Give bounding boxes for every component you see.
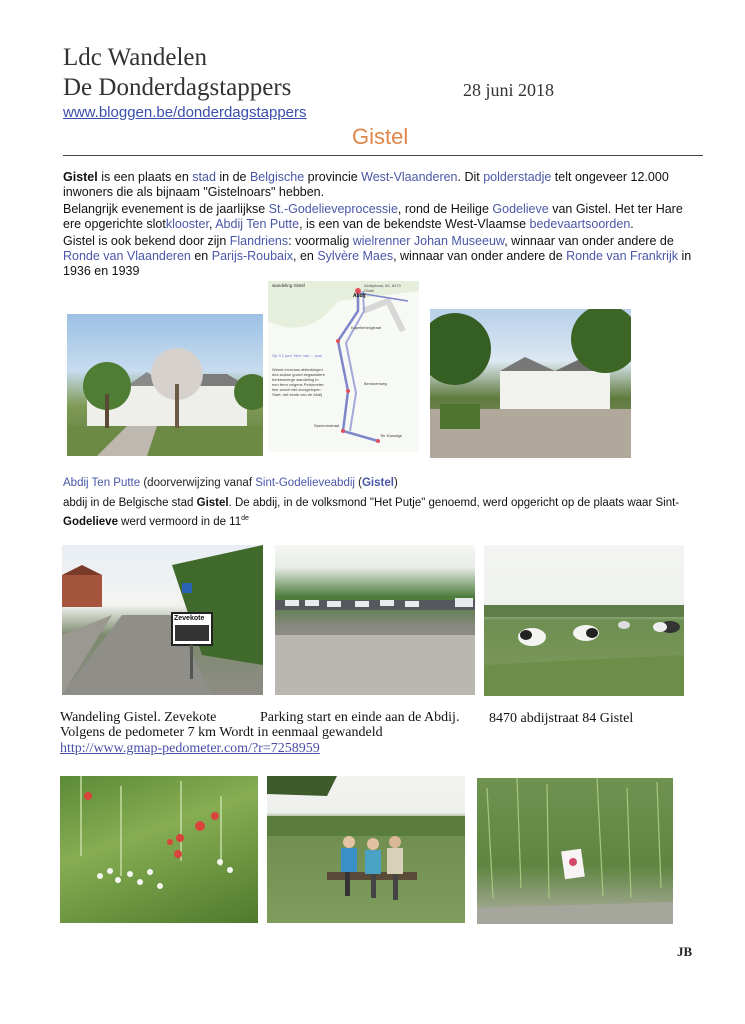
paragraph-text: is een plaats en (97, 170, 193, 184)
wiki-link[interactable]: polderstadje (483, 170, 552, 184)
grass-photo (477, 778, 673, 924)
paragraph-text: telt ongeveer 12.000 inwoners die als bijnaam "Gistelnoars" hebben. (63, 170, 669, 199)
paragraph-text: en (190, 249, 212, 263)
paragraph-text: , is een van de bekendste West-Vlaamse (299, 217, 530, 231)
page-title: Gistel (352, 124, 409, 149)
abbey-photo-1 (67, 314, 263, 456)
paragraph-text: in 1936 en 1939 (63, 249, 692, 278)
wiki-link[interactable]: Ronde van Vlaanderen (63, 249, 191, 263)
caption-pedometer: Volgens de pedometer 7 km Wordt in eenmaal gewandeld (60, 725, 383, 740)
parking-photo (275, 545, 475, 695)
wiki-link[interactable]: Flandriens (229, 234, 289, 248)
intro-paragraph-3 (63, 234, 703, 279)
paragraph-text: , winnaar van onder andere de (393, 249, 567, 263)
paragraph-text: . (630, 217, 634, 231)
wiki-link[interactable]: Ronde van Frankrijk (566, 249, 678, 263)
wiki-link[interactable]: Abdij Ten Putte (215, 217, 300, 231)
header-line-2: De Donderdagstappers (63, 74, 292, 101)
map-street-3: Speeronstraat (314, 423, 340, 428)
route-map (268, 281, 419, 452)
wiki-link[interactable]: bedevaartsoorden (529, 217, 631, 231)
paragraph-text: : voormalig (288, 234, 353, 248)
paragraph-text: in de (215, 170, 250, 184)
abbey-photo-2 (430, 309, 631, 458)
poppies-photo (60, 776, 258, 923)
paragraph-text: Gistel is ook bekend door zijn (63, 234, 230, 248)
abdij-redirect-bold: Gistel (361, 477, 394, 489)
wiki-link[interactable]: Parijs-Roubaix (211, 249, 294, 263)
map-note-1: Op 3.1 juni: Hier: van ... pad (272, 353, 322, 358)
wiki-link[interactable]: St.-Godelieveprocessie (268, 202, 398, 216)
page-date: 28 juni 2018 (463, 80, 555, 100)
paragraph-text: provincie (304, 170, 362, 184)
pedometer-link[interactable]: http://www.gmap-pedometer.com/?r=7258959 (60, 741, 320, 756)
blog-link[interactable]: www.bloggen.be/donderdagstappers (63, 104, 307, 121)
header-line-1: Ldc Wandelen (63, 44, 207, 71)
paragraph-text: . Dit (457, 170, 484, 184)
map-street-4: Ter Kwaalge (380, 433, 403, 438)
paragraph-text: , (208, 217, 216, 231)
abdij-heading-line: Abdij Ten Putte (doorverwijzing vanaf Sint-Godelieveabdij (Gistel) (63, 477, 398, 489)
intro-paragraph-1 (63, 170, 703, 200)
caption-walk: Wandeling Gistel. Zevekote (60, 710, 217, 725)
map-legend: wandeling Gistel (272, 283, 306, 288)
caption-parking: Parking start en einde aan de Abdij. (260, 710, 460, 725)
wiki-link[interactable]: Godelieve (492, 202, 549, 216)
abdij-heading-note-end: ) (393, 477, 398, 489)
abdij-heading-note: (doorverwijzing vanaf (140, 477, 256, 489)
paragraph-text: Belangrijk evenement is de jaarlijkse (63, 202, 269, 216)
paragraph-text: , winnaar van onder andere de (504, 234, 674, 248)
wiki-link[interactable]: Belgische (249, 170, 305, 184)
intro-paragraph-2 (63, 202, 703, 232)
abdij-redirect-link[interactable]: Sint-Godelieveabdij (255, 477, 355, 489)
paragraph-text: , rond de Heilige (397, 202, 493, 216)
abdij-description: abdij in de Belgische stad Gistel. De abdij, in de volksmond "Het Putje" genoemd, werd opgericht op de plaats waar Sint- Godelieve werd vermoord in de 11de (63, 497, 680, 528)
paragraph-text: , en (293, 249, 318, 263)
wiki-link[interactable]: stad (192, 170, 216, 184)
wiki-link[interactable]: klooster (165, 217, 209, 231)
map-note-2: Weest ervoraus afsterkingen des stukse grond begaandere herkeweerge wandeling in een ferm volgens Pedometer: hier wordt niet doorgelopen Start: het einde van de Abdij (272, 367, 325, 397)
zevekote-photo (62, 545, 263, 695)
town-sign-text: Zevekote (174, 615, 205, 622)
cows-photo (484, 545, 684, 696)
author-initials: JB (677, 944, 693, 959)
paragraph-text: van Gistel. Het ter Hare ere opgerichte slot (63, 202, 683, 231)
caption-address: 8470 abdijstraat 84 Gistel (489, 711, 634, 726)
map-street-2: Bevaverlweg (364, 381, 387, 386)
walkers-photo (267, 776, 465, 923)
map-start-label: Abdij (353, 293, 366, 299)
bold-text: Gistel (63, 170, 98, 184)
wiki-link[interactable]: wielrenner Johan Museeuw (352, 234, 505, 248)
wiki-link[interactable]: Sylvère Maes (317, 249, 394, 263)
map-start-address: Abdijstraat, 84, 8470 Gistel (364, 283, 401, 293)
title-divider (63, 155, 703, 156)
abdij-heading[interactable]: Abdij Ten Putte (63, 477, 141, 489)
map-street-1: Kapelleriesgtraat (351, 325, 382, 330)
wiki-link[interactable]: West-Vlaanderen (361, 170, 458, 184)
